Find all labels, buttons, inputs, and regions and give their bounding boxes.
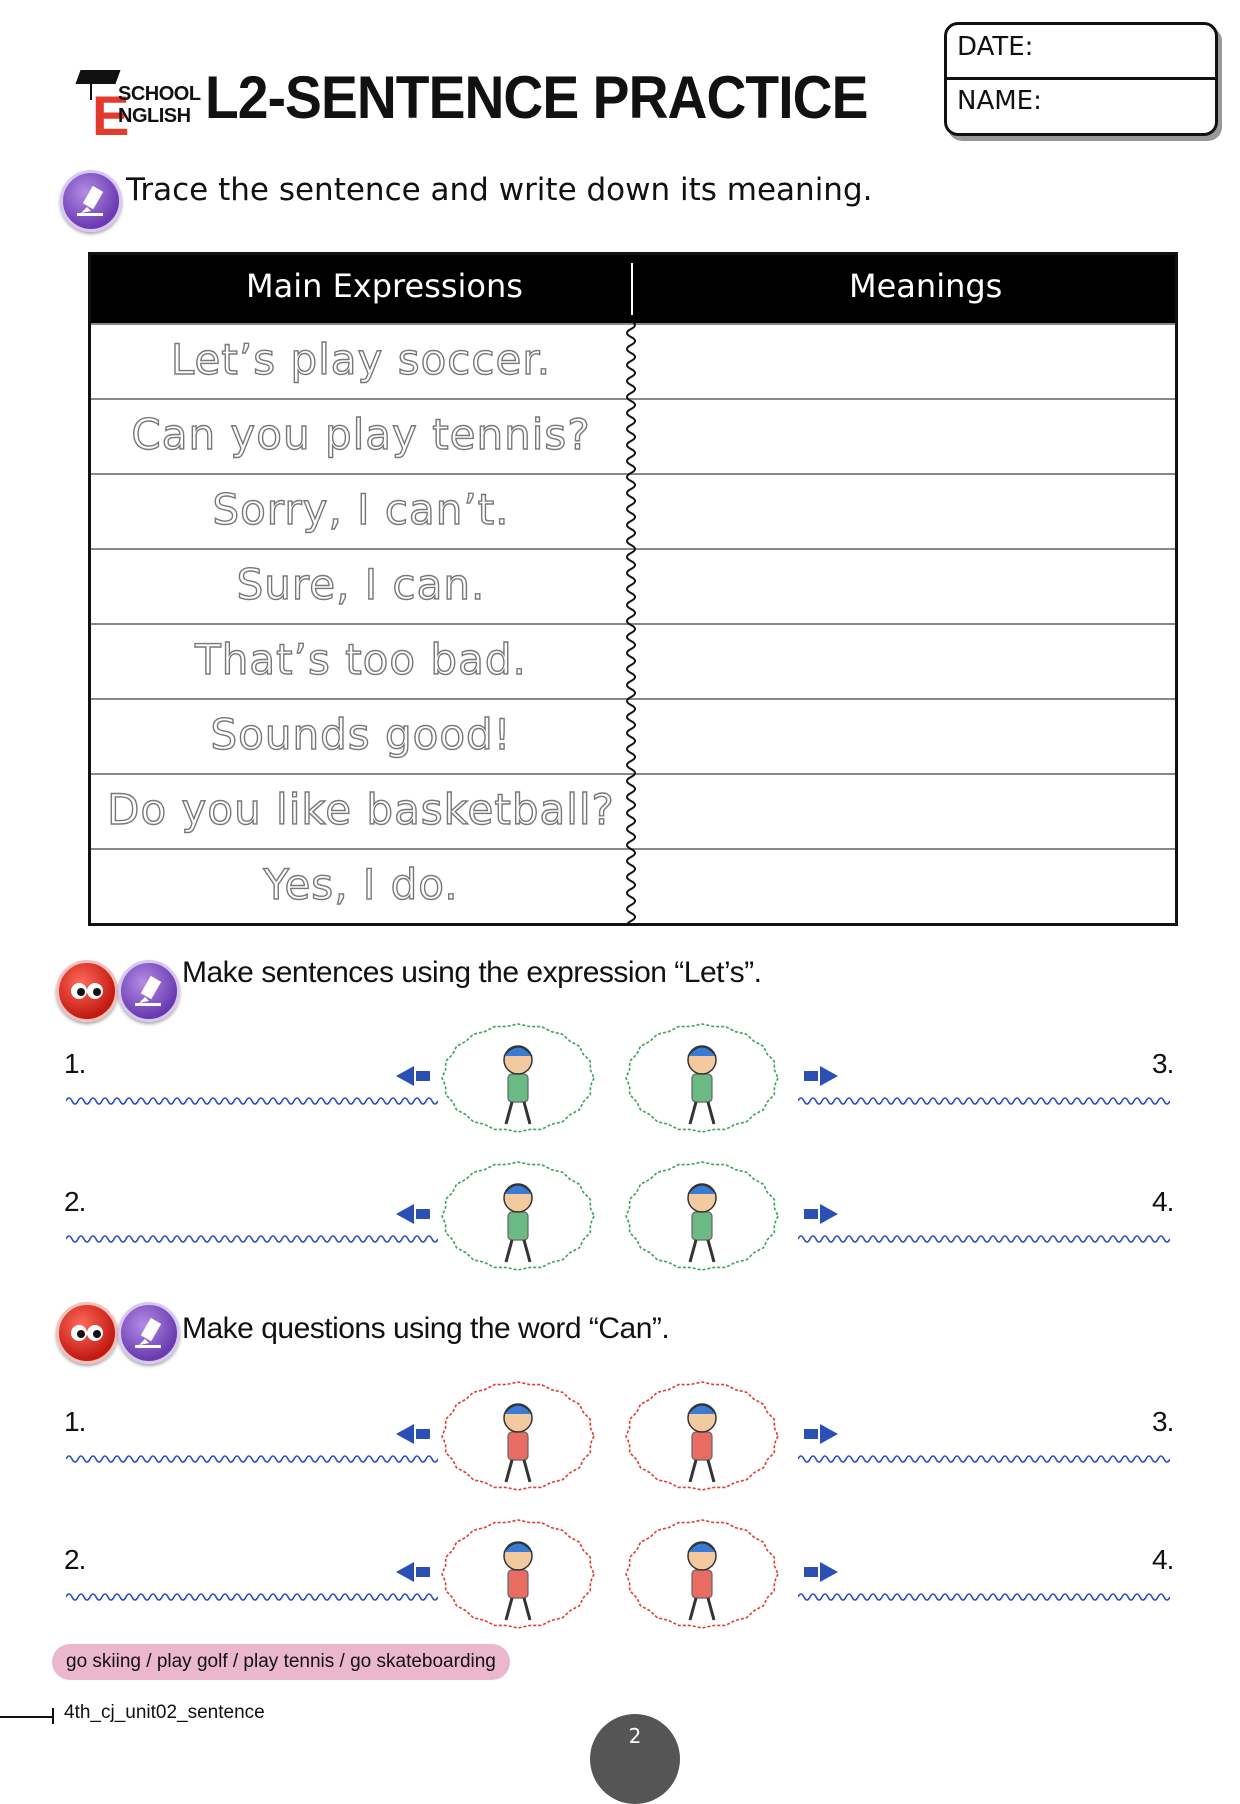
- sports-picture: [622, 1020, 782, 1136]
- can-answer-line-right[interactable]: [798, 1588, 1170, 1607]
- arrow-right-icon: [800, 1560, 840, 1588]
- arrow-left-icon: [394, 1560, 434, 1588]
- meaning-answer-cell[interactable]: [641, 550, 1175, 624]
- section1-instruction: Trace the sentence and write down its meaning.: [126, 172, 873, 208]
- logo-line2: NGLISH: [118, 105, 191, 127]
- col-main-expressions: Main Expressions: [246, 267, 523, 305]
- school-english-logo: [78, 70, 201, 147]
- arrow-left-icon: [394, 1422, 434, 1450]
- arrow-left-icon: [394, 1064, 434, 1092]
- section2-instruction: Make sentences using the expression “Let’s”.: [182, 956, 762, 989]
- trace-sentence: Sorry, I can’t.: [212, 485, 510, 534]
- eyes-icon: [56, 1302, 118, 1364]
- arrow-right-icon: [800, 1064, 840, 1092]
- trace-sentence: Do you like basketball?: [107, 785, 615, 834]
- trace-sentence: Sounds good!: [210, 710, 512, 759]
- section3-instruction: Make questions using the word “Can”.: [182, 1312, 670, 1345]
- trace-sentence: That’s too bad.: [195, 635, 527, 684]
- sports-picture: [438, 1020, 598, 1136]
- line-number: 4.: [1152, 1544, 1174, 1575]
- page-title: L2-SENTENCE PRACTICE: [205, 64, 868, 131]
- footer-file-label: 4th_cj_unit02_sentence: [64, 1702, 265, 1723]
- can-answer-line-right[interactable]: [798, 1450, 1170, 1469]
- line-number: 2.: [64, 1186, 86, 1217]
- col-meanings: Meanings: [849, 267, 1003, 305]
- wavy-divider: [621, 321, 641, 923]
- pencil-icon: [118, 960, 180, 1022]
- table-header: [91, 255, 1175, 323]
- line-number: 1.: [64, 1048, 86, 1079]
- line-number: 1.: [64, 1406, 86, 1437]
- meaning-answer-cell[interactable]: [641, 475, 1175, 549]
- logo-e: E: [92, 84, 130, 147]
- pencil-icon: [60, 170, 122, 232]
- sports-picture: [438, 1158, 598, 1274]
- line-number: 3.: [1152, 1406, 1174, 1437]
- lets-answer-line-right[interactable]: [798, 1230, 1170, 1249]
- eyes-icon: [56, 960, 118, 1022]
- graduation-cap-icon: [75, 70, 120, 84]
- trace-sentence: Sure, I can.: [236, 560, 486, 609]
- meaning-answer-cell[interactable]: [641, 400, 1175, 474]
- line-number: 3.: [1152, 1048, 1174, 1079]
- pencil-icon: [118, 1302, 180, 1364]
- arrow-left-icon: [394, 1202, 434, 1230]
- trace-sentence: Can you play tennis?: [131, 410, 591, 459]
- trace-sentence: Yes, I do.: [263, 860, 459, 909]
- sports-picture: [438, 1378, 598, 1494]
- name-label: NAME:: [957, 86, 1042, 116]
- can-answer-line-left[interactable]: [66, 1588, 438, 1607]
- arrow-right-icon: [800, 1202, 840, 1230]
- sports-picture: [622, 1516, 782, 1632]
- logo-line1: SCHOOL: [118, 83, 201, 105]
- meaning-answer-cell[interactable]: [641, 700, 1175, 774]
- line-number: 4.: [1152, 1186, 1174, 1217]
- line-number: 2.: [64, 1544, 86, 1575]
- trace-sentence: Let’s play soccer.: [170, 335, 552, 384]
- meaning-answer-cell[interactable]: [641, 850, 1175, 924]
- meaning-answer-cell[interactable]: [641, 625, 1175, 699]
- meaning-answer-cell[interactable]: [641, 325, 1175, 399]
- can-answer-line-left[interactable]: [66, 1450, 438, 1469]
- word-hint-box: go skiing / play golf / play tennis / go skateboarding: [52, 1644, 510, 1680]
- sports-picture: [438, 1516, 598, 1632]
- date-label: DATE:: [957, 32, 1034, 62]
- date-name-box: [944, 22, 1218, 136]
- lets-answer-line-right[interactable]: [798, 1092, 1170, 1111]
- sports-picture: [622, 1378, 782, 1494]
- expressions-table: [88, 252, 1178, 926]
- meaning-answer-cell[interactable]: [641, 775, 1175, 849]
- page-number: 2: [590, 1714, 680, 1804]
- date-field[interactable]: [947, 25, 1215, 80]
- name-field[interactable]: [947, 79, 1215, 131]
- lets-answer-line-left[interactable]: [66, 1230, 438, 1249]
- arrow-right-icon: [800, 1422, 840, 1450]
- sports-picture: [622, 1158, 782, 1274]
- lets-answer-line-left[interactable]: [66, 1092, 438, 1111]
